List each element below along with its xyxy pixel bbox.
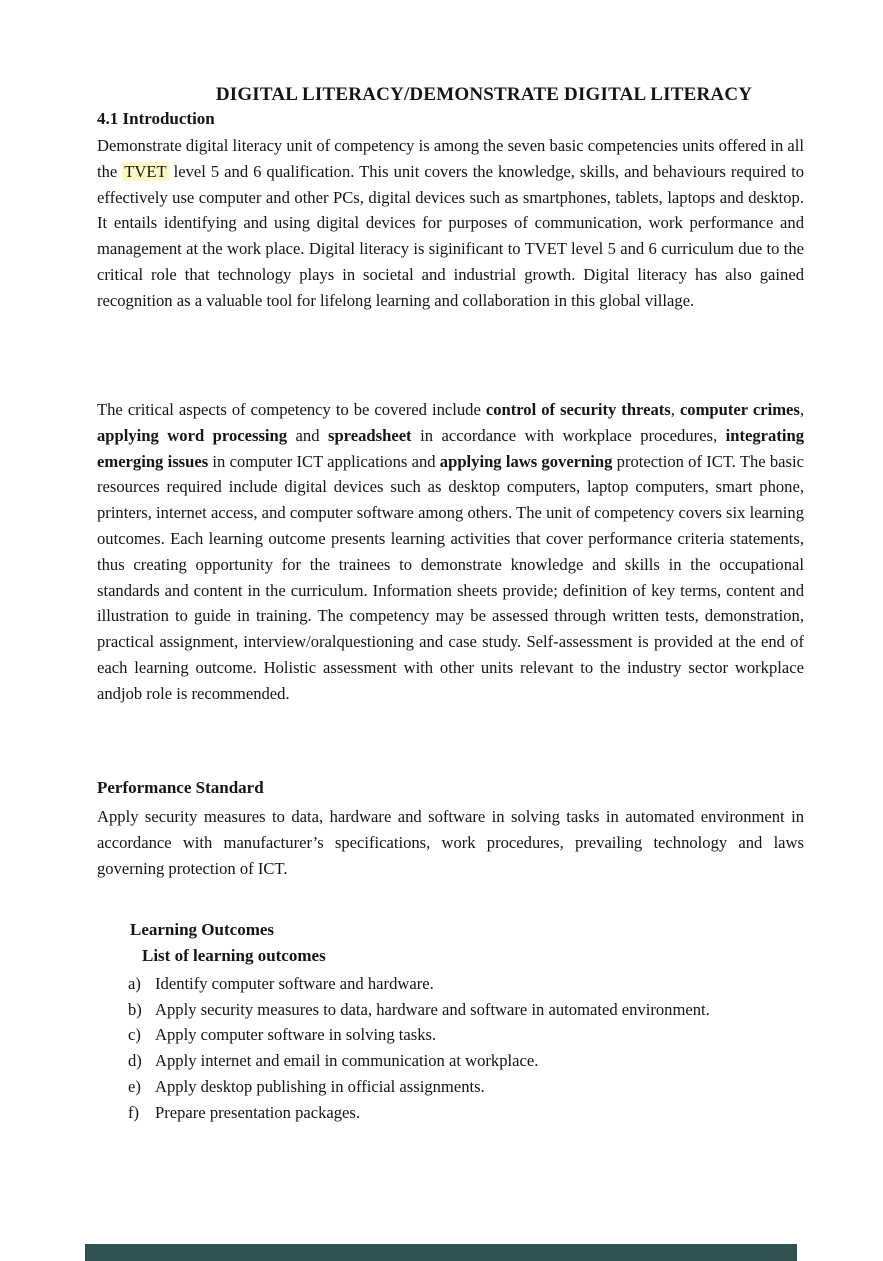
paragraph-critical-aspects: The critical aspects of competency to be covered include control of security threats, computer crimes, applying word processing and spreadsheet in accordance with workplace procedures, integrating emerging issues in computer ICT applications and applying laws governing protection of ICT. The basic resources required include digital devices such as desktop computers, laptop computers, smart phone, printers, internet access, and computer software among others. The unit of competency covers six learning outcomes. Each learning outcome presents learning activities that cover performance criteria statements, thus creating opportunity for the trainees to demonstrate knowledge and skills in the occupational standards and content in the curriculum. Information sheets provide; definition of key terms, content and illustration to guide in training. The competency may be assessed through written tests, demonstration, practical assignment, interview/oralquestioning and case study. Self-assessment is provided at the end of each learning outcome. Holistic assessment with other units relevant to the industry sector workplace andjob role is recommended. bbox=[97, 400, 804, 703]
list-item-label: b) bbox=[128, 999, 142, 1019]
paragraph-performance-standard: Apply security measures to data, hardware and software in solving tasks in automated environment in accordance with manufacturer’s specifications, work procedures, prevailing technology and laws governing protection of ICT. bbox=[97, 807, 804, 878]
section-heading-introduction: 4.1 Introduction bbox=[97, 109, 215, 128]
learning-outcomes-list bbox=[128, 971, 810, 1125]
list-item-text: Apply security measures to data, hardware and software in automated environment. bbox=[155, 999, 710, 1019]
paragraph-introduction: Demonstrate digital literacy unit of competency is among the seven basic competencies units offered in all the TVET level 5 and 6 qualification. This unit covers the knowledge, skills, and behaviours required to effectively use computer and other PCs, digital devices such as smartphones, tablets, laptops and desktop. It entails identifying and using digital devices for purposes of communication, work performance and management at the work place. Digital literacy is siginificant to TVET level 5 and 6 curriculum due to the critical role that technology plays in societal and industrial growth. Digital literacy has also gained recognition as a valuable tool for lifelong learning and collaboration in this global village. bbox=[97, 136, 805, 310]
list-item bbox=[128, 1022, 810, 1048]
list-item-label: c) bbox=[128, 1025, 141, 1045]
table-top-edge-bar bbox=[85, 1244, 797, 1261]
list-item-text: Identify computer software and hardware. bbox=[155, 974, 434, 993]
list-item-label: e) bbox=[128, 1076, 141, 1096]
list-item-text: Apply desktop publishing in official assignments. bbox=[155, 1076, 485, 1096]
section-heading-learning-outcomes: Learning Outcomes bbox=[130, 920, 275, 939]
section-heading-performance-standard: Performance Standard bbox=[97, 778, 264, 797]
list-item bbox=[128, 1048, 810, 1074]
list-item-text: Prepare presentation packages. bbox=[155, 1102, 361, 1122]
list-item-label: a) bbox=[128, 974, 141, 993]
list-item-text: Apply computer software in solving tasks. bbox=[155, 1025, 437, 1045]
list-item bbox=[128, 997, 810, 1023]
list-item-text: Apply internet and email in communication at workplace. bbox=[155, 1051, 539, 1071]
list-item bbox=[128, 1100, 810, 1126]
subheading-list-of-learning-outcomes: List of learning outcomes bbox=[142, 946, 326, 965]
list-item bbox=[128, 971, 810, 997]
list-item bbox=[128, 1074, 810, 1100]
document-title: DIGITAL LITERACY/DEMONSTRATE DIGITAL LITERACY bbox=[215, 84, 753, 105]
highlighted-text: TVET bbox=[124, 161, 167, 181]
list-item-label: d) bbox=[128, 1051, 142, 1071]
list-item-label: f) bbox=[128, 1102, 140, 1122]
